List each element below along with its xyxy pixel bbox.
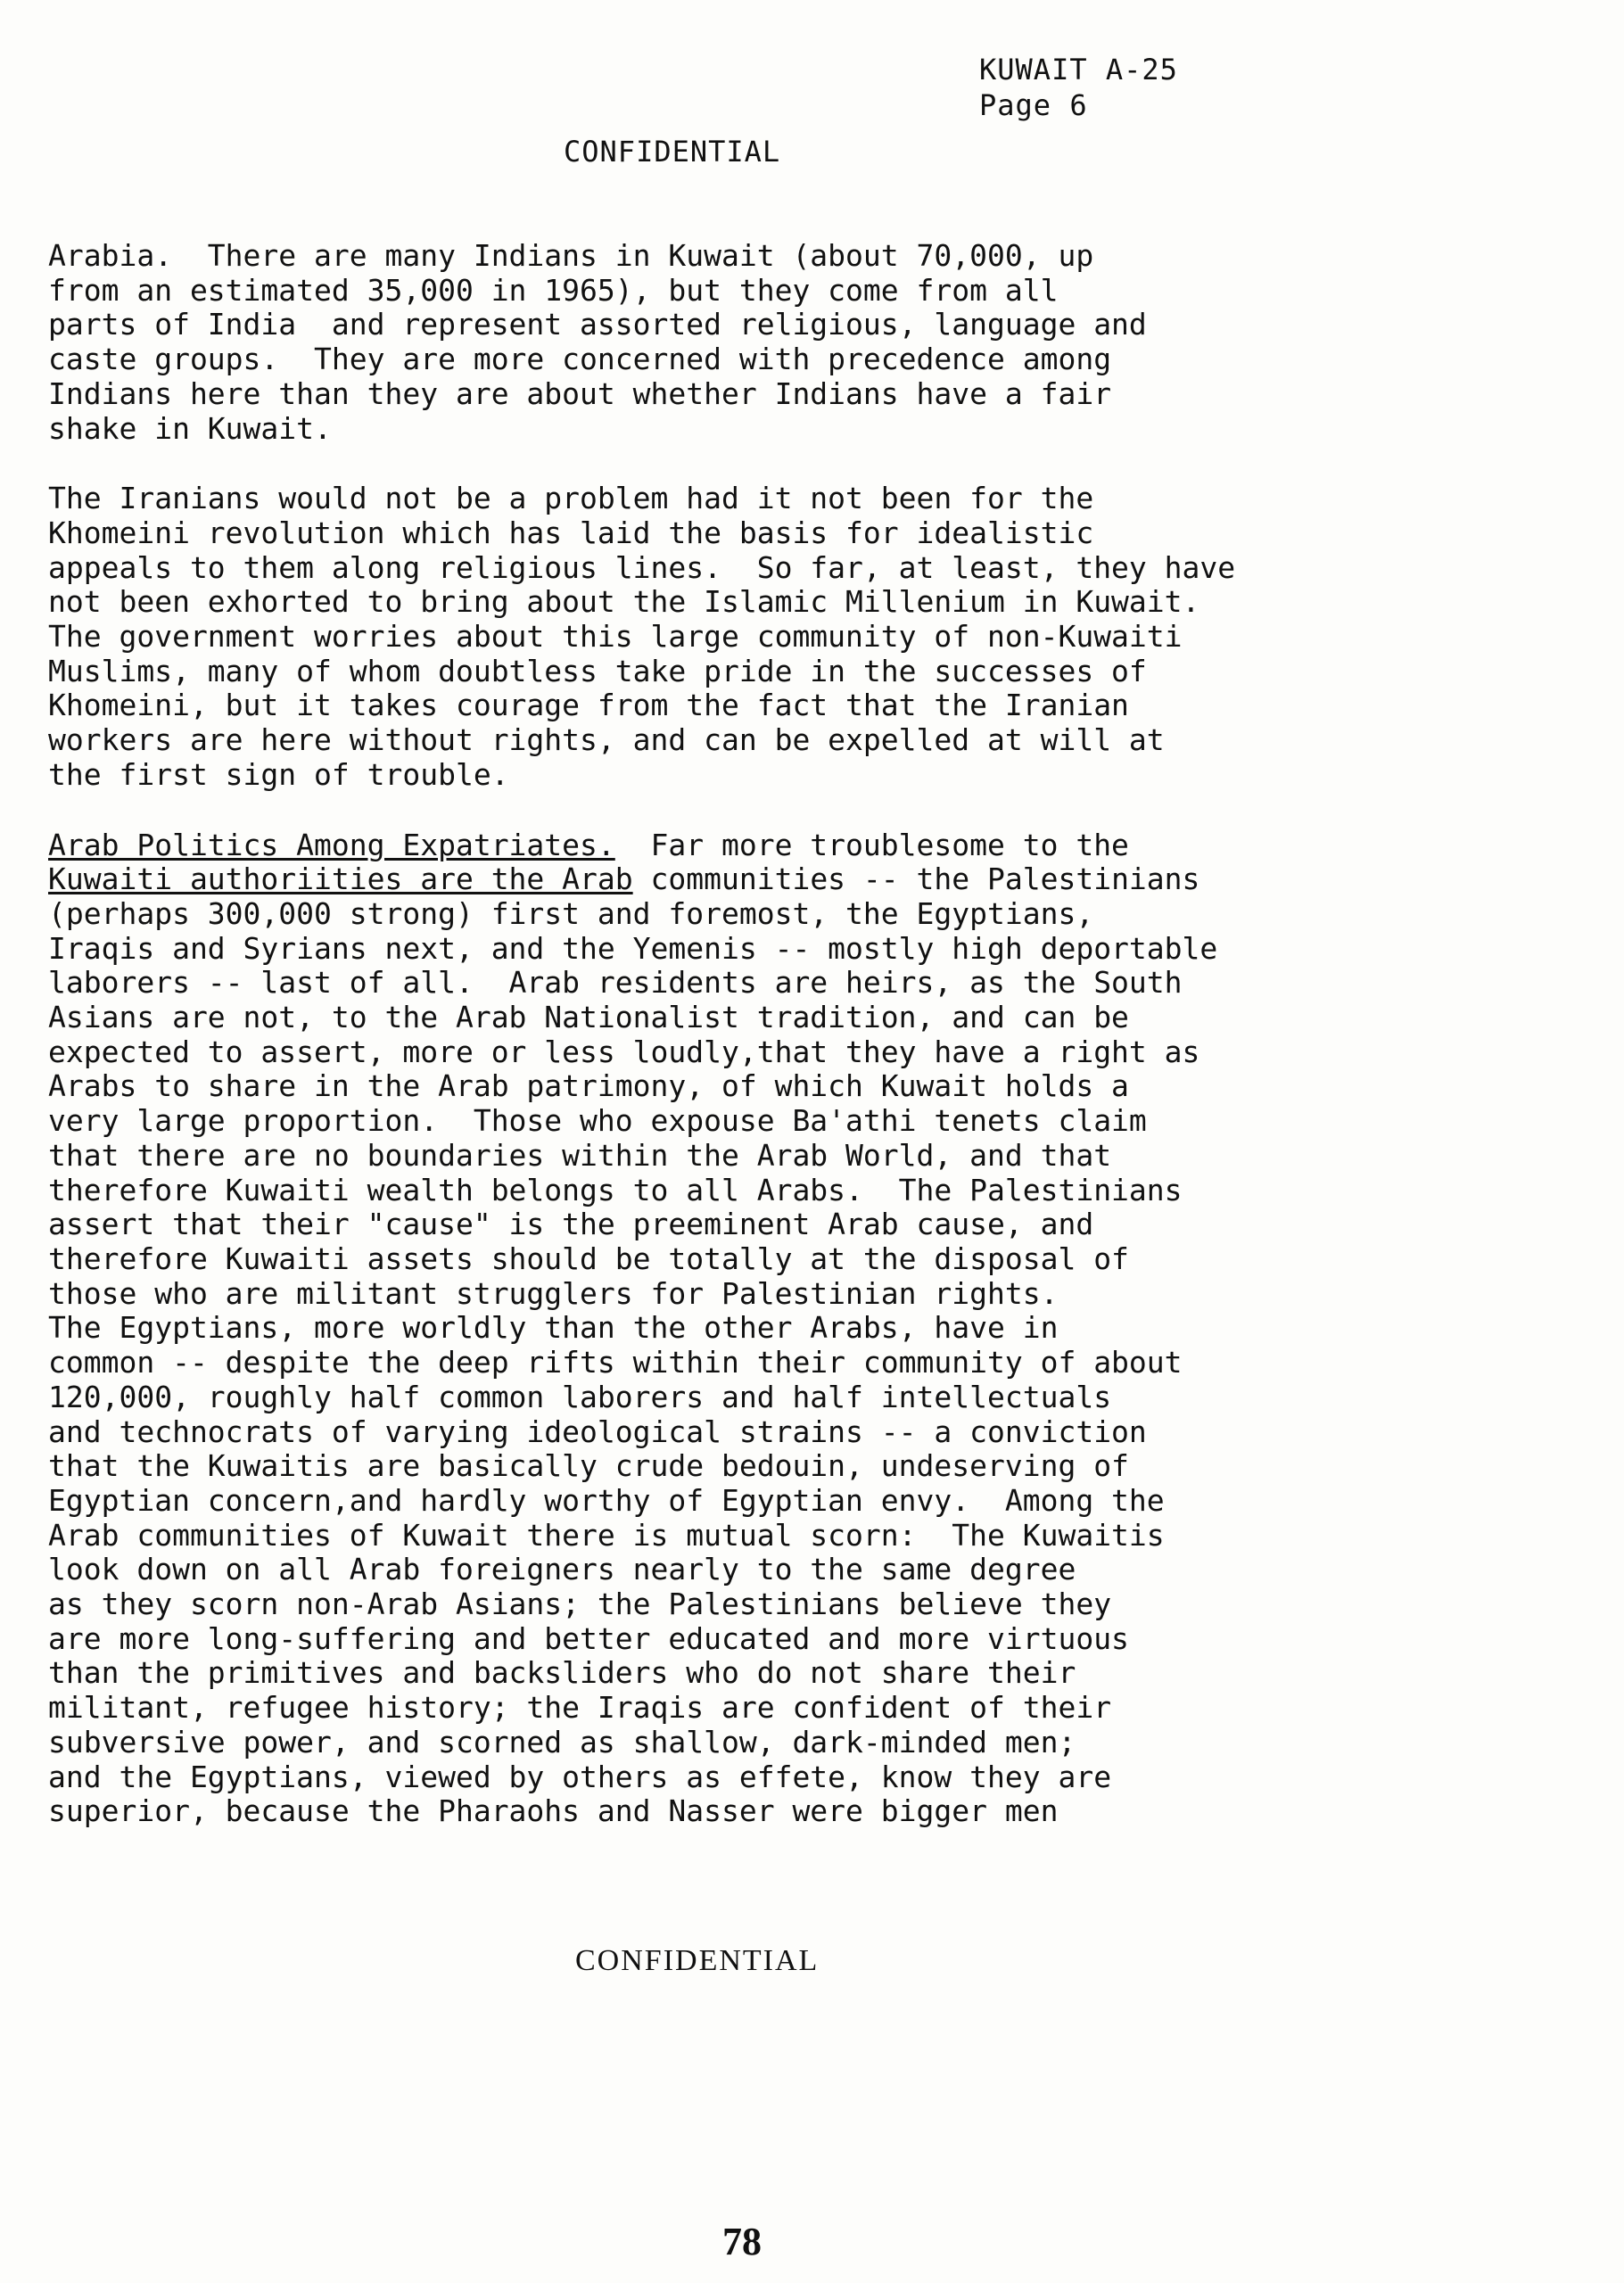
paragraph-line: Arabs to share in the Arab patrimony, of which Kuwait holds a xyxy=(48,1068,1129,1104)
paragraph-line: workers are here without rights, and can be expelled at will at xyxy=(48,722,1165,758)
paragraph-line: look down on all Arab foreigners nearly to the same degree xyxy=(48,1552,1076,1587)
paragraph-line: from an estimated 35,000 in 1965), but they come from all xyxy=(48,272,1059,308)
paragraph-line: Arabia. There are many Indians in Kuwait (about 70,000, up xyxy=(48,238,1094,273)
paragraph-line: Khomeini, but it takes courage from the fact that the Iranian xyxy=(48,688,1129,723)
paragraph-line: not been exhorted to bring about the Islamic Millenium in Kuwait. xyxy=(48,584,1200,620)
paragraph-line: parts of India and represent assorted religious, language and xyxy=(48,307,1147,342)
paragraph-line: those who are militant strugglers for Palestinian rights. xyxy=(48,1275,1059,1311)
section-heading: Arab Politics Among Expatriates. xyxy=(48,827,615,862)
classification-footer: CONFIDENTIAL xyxy=(575,1944,820,1977)
paragraph-line: militant, refugee history; the Iraqis are confident of their xyxy=(48,1690,1112,1726)
paragraph-arab-politics xyxy=(48,828,1582,1829)
paragraph-line: The Egyptians, more worldly than the other Arabs, have in xyxy=(48,1310,1059,1346)
document-page-label: Page 6 xyxy=(979,88,1088,122)
classification-header: CONFIDENTIAL xyxy=(564,135,781,169)
paragraph-line xyxy=(48,862,1582,897)
paragraph-line: Iraqis and Syrians next, and the Yemenis -- mostly high deportable xyxy=(48,930,1218,966)
paragraph-indians xyxy=(48,239,1582,446)
paragraph-line: common -- despite the deep rifts within their community of about xyxy=(48,1345,1183,1381)
paragraph-line: than the primitives and backsliders who do not share their xyxy=(48,1655,1076,1691)
paragraph-line: subversive power, and scorned as shallow, dark-minded men; xyxy=(48,1724,1076,1760)
paragraph-line: that the Kuwaitis are basically crude bedouin, undeserving of xyxy=(48,1448,1129,1484)
paragraph-line: that there are no boundaries within the Arab World, and that xyxy=(48,1137,1112,1173)
section-heading-cont: Kuwaiti authoriities are the Arab xyxy=(48,861,633,897)
paragraph-line: Egyptian concern,and hardly worthy of Egyptian envy. Among the xyxy=(48,1482,1165,1518)
paragraph-line: Arab communities of Kuwait there is mutual scorn: The Kuwaitis xyxy=(48,1517,1165,1553)
paragraph-line: Asians are not, to the Arab Nationalist tradition, and can be xyxy=(48,1000,1129,1035)
paragraph-line: The Iranians would not be a problem had it not been for the xyxy=(48,481,1094,516)
paragraph-line: 120,000, roughly half common laborers and half intellectuals xyxy=(48,1379,1112,1414)
document-reference: KUWAIT A-25 xyxy=(979,53,1178,87)
paragraph-line: the first sign of trouble. xyxy=(48,756,509,792)
heading-continuation: communities -- the Palestinians xyxy=(632,861,1200,897)
paragraph-line: are more long-suffering and better educated and more virtuous xyxy=(48,1620,1129,1656)
paragraph-line: expected to assert, more or less loudly,that they have a right as xyxy=(48,1034,1200,1069)
paragraph-line: Khomeini revolution which has laid the basis for idealistic xyxy=(48,515,1094,550)
paragraph-line: very large proportion. Those who expouse Ba'athi tenets claim xyxy=(48,1103,1147,1139)
heading-continuation: Far more troublesome to the xyxy=(614,827,1129,862)
paragraph-line: assert that their "cause" is the preeminent Arab cause, and xyxy=(48,1207,1094,1242)
paragraph-line: shake in Kuwait. xyxy=(48,410,332,446)
paragraph-line: Indians here than they are about whether Indians have a fair xyxy=(48,375,1112,411)
paragraph-line: therefore Kuwaiti assets should be totally at the disposal of xyxy=(48,1240,1129,1276)
paragraph-iranians xyxy=(48,482,1582,792)
paragraph-line: as they scorn non-Arab Asians; the Palestinians believe they xyxy=(48,1587,1112,1622)
paragraph-line: superior, because the Pharaohs and Nasser were bigger men xyxy=(48,1793,1059,1829)
document-body xyxy=(48,239,1582,1865)
paragraph-line: and technocrats of varying ideological strains -- a conviction xyxy=(48,1413,1147,1449)
paragraph-line xyxy=(48,828,1582,863)
paragraph-line: caste groups. They are more concerned with precedence among xyxy=(48,342,1112,377)
paragraph-line: The government worries about this large community of non-Kuwaiti xyxy=(48,619,1183,655)
paragraph-line: therefore Kuwaiti wealth belongs to all Arabs. The Palestinians xyxy=(48,1172,1183,1207)
paragraph-line: laborers -- last of all. Arab residents are heirs, as the South xyxy=(48,965,1183,1001)
paragraph-line: appeals to them along religious lines. So far, at least, they have xyxy=(48,549,1236,585)
paragraph-line: and the Egyptians, viewed by others as effete, know they are xyxy=(48,1759,1112,1794)
document-reference-block xyxy=(979,52,1178,123)
paragraph-line: Muslims, many of whom doubtless take pride in the successes of xyxy=(48,653,1147,688)
paragraph-line: (perhaps 300,000 strong) first and foremost, the Egyptians, xyxy=(48,895,1094,931)
page-number: 78 xyxy=(722,2220,762,2263)
